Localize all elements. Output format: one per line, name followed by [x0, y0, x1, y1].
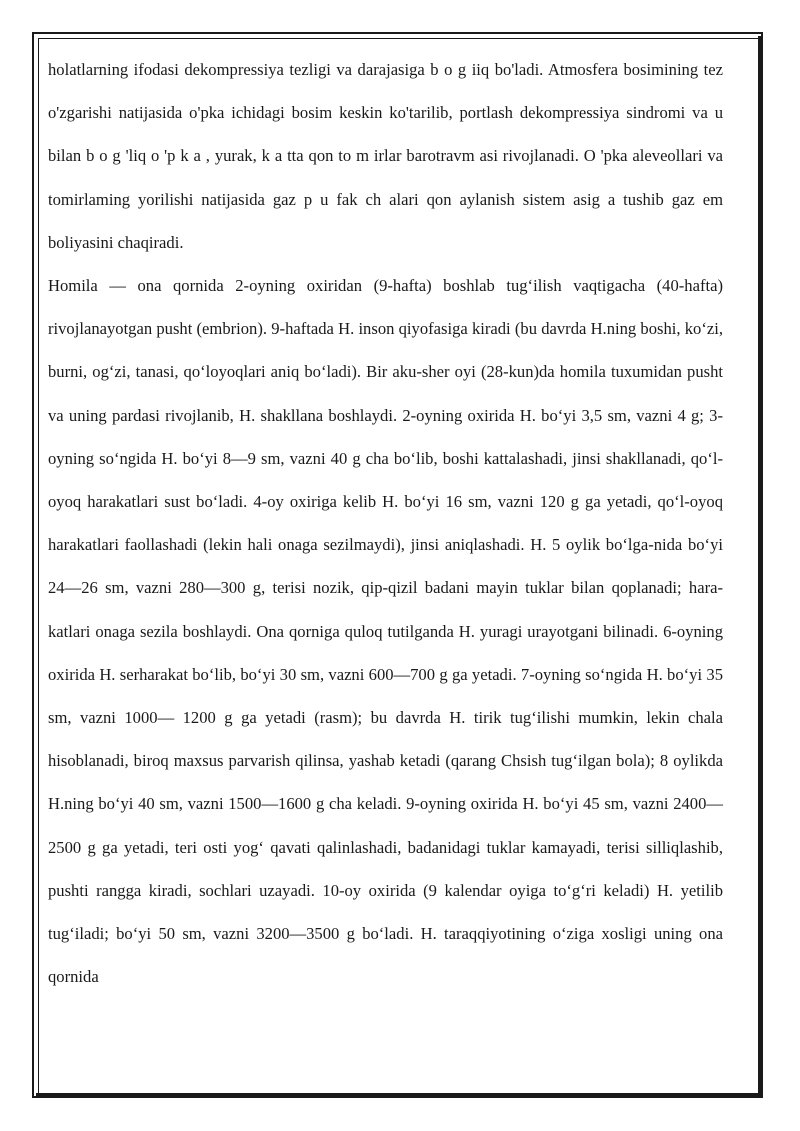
paragraph-decompression: holatlarning ifodasi dekompressiya tezligi va darajasiga b o g iiq bo'ladi. Atmosfera bosimining tez o'zgarishi natijasida o'pka ichidagi bosim keskin ko'tarilib, portlash dekompressiya sindromi va u bilan b o g 'liq o 'p k a , yurak, k a tta qon to m irlar barotravm asi rivojlanadi. O 'pka aleveollari va tomirlaming yorilishi natijasida gaz p u fak ch alari qon aylanish sistem asig a tushib gaz em boliyasini chaqiradi.	[48, 60, 723, 252]
document-body	[48, 48, 723, 998]
paragraph-homila: Homila — ona qornida 2-oyning oxiridan (9-hafta) boshlab tug‘ilish vaqtigacha (40-hafta) rivojlanayotgan pusht (embrion). 9-haftada H. inson qiyofasiga kiradi (bu davrda H.ning boshi, ko‘zi, burni, og‘zi, tanasi, qo‘loyoqlari aniq bo‘ladi). Bir aku-sher oyi (28-kun)da homila tuxumidan pusht va uning pardasi rivojlanib, H. shakllana boshlaydi. 2-oyning oxirida H. bo‘yi 3,5 sm, vazni 4 g; 3-oyning so‘ngida H. bo‘yi 8—9 sm, vazni 40 g cha bo‘lib, boshi kattalashadi, jinsi shakllanadi, qo‘l-oyoq harakatlari sust bo‘ladi. 4-oy oxiriga kelib H. bo‘yi 16 sm, vazni 120 g ga yetadi, qo‘l-oyoq harakatlari faollashadi (lekin hali onaga sezilmaydi), jinsi aniqlashadi. H. 5 oylik bo‘lga-nida bo‘yi 24—26 sm, vazni 280—300 g, terisi nozik, qip-qizil badani mayin tuklar bilan qoplanadi; hara-katlari onaga sezila boshlaydi. Ona qorniga quloq tutilganda H. yuragi urayotgani bilinadi. 6-oyning oxirida H. serharakat bo‘lib, bo‘yi 30 sm, vazni 600—700 g ga yetadi. 7-oyning so‘ngida H. bo‘yi 35 sm, vazni 1000— 1200 g ga yetadi (rasm); bu davrda H. tirik tug‘ilishi mumkin, lekin chala hisoblanadi, biroq maxsus parvarish qilinsa, yashab ketadi (qarang Chsish tug‘ilgan bola); 8 oylikda H.ning bo‘yi 40 sm, vazni 1500—1600 g cha keladi. 9-oyning oxirida H. bo‘yi 45 sm, vazni 2400—2500 g ga yetadi, teri osti yog‘ qavati qalinlashadi, badanidagi tuklar kamayadi, terisi silliqlashib, pushti rangga kiradi, sochlari uzayadi. 10-oy oxirida (9 kalendar oyiga to‘g‘ri keladi) H. yetilib tug‘iladi; bo‘yi 50 sm, vazni 3200—3500 g bo‘ladi. H. taraqqiyotining o‘ziga xosligi uning ona qornida	[48, 276, 723, 987]
